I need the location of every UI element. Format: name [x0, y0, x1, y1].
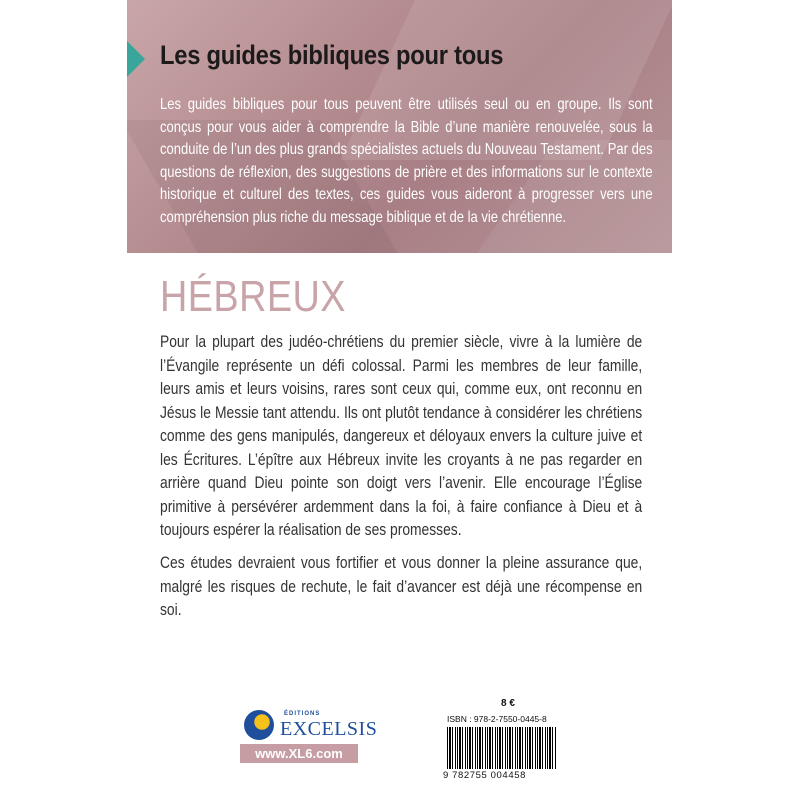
teal-arrow-icon: [127, 41, 145, 77]
book-summary-paragraph-1: Pour la plupart des judéo-chrétiens du premier siècle, vivre à la lumière de l’Évangile représente un défi colossal. Parmi les membres de leur famille, leurs amis et leurs voisins, rares sont ceux qui, comme eux, ont reconnu en Jésus le Messie tant attendu. Ils ont plutôt tendance à considérer les chrétiens comme des gens manipulés, dangereux et déloyaux envers la culture juive et les Écritures. L’épître aux Hébreux invite les croyants à ne pas regarder en arrière quand Dieu pointe son doigt vers l’avenir. Elle encourage l’Église primitive à persévérer ardemment dans la foi, à faire confiance à Dieu et à toujours espérer la réalisation de ses promesses.: [160, 333, 643, 539]
isbn: ISBN : 978-2-7550-0445-8: [447, 714, 547, 724]
book-title: HÉBREUX: [160, 272, 346, 321]
barcode: [447, 727, 557, 769]
book-summary-paragraph-2: Ces études devraient vous fortifier et vous donner la pleine assurance que, malgré les risques de rechute, le fait d’avancer est déjà une récompense en soi.: [160, 554, 643, 619]
publisher-name: EXCELSIS: [280, 718, 378, 740]
barcode-number: 9 782755 004458: [443, 770, 526, 781]
price: 8 €: [501, 698, 515, 709]
publisher-editions-label: ÉDITIONS: [284, 711, 321, 717]
series-title: Les guides bibliques pour tous: [160, 40, 504, 70]
publisher-url: www.XL6.com: [240, 744, 358, 763]
series-band: [127, 0, 672, 253]
excelsis-swirl-icon: [244, 710, 274, 740]
publisher-logo: [240, 708, 378, 766]
back-cover: [127, 0, 672, 800]
series-description: Les guides bibliques pour tous peuvent être utilisés seul ou en groupe. Ils sont conçus pour vous aider à comprendre la Bible d’une manière renouvelée, sous la conduite de l’un des plus grands spécialistes actuels du Nouveau Testament. Par des questions de réflexion, des suggestions de prière et des informations sur le contexte historique et culturel des textes, ces guides vous aideront à progresser vers une compréhension plus riche du message biblique et de la vie chrétienne.: [160, 96, 653, 226]
